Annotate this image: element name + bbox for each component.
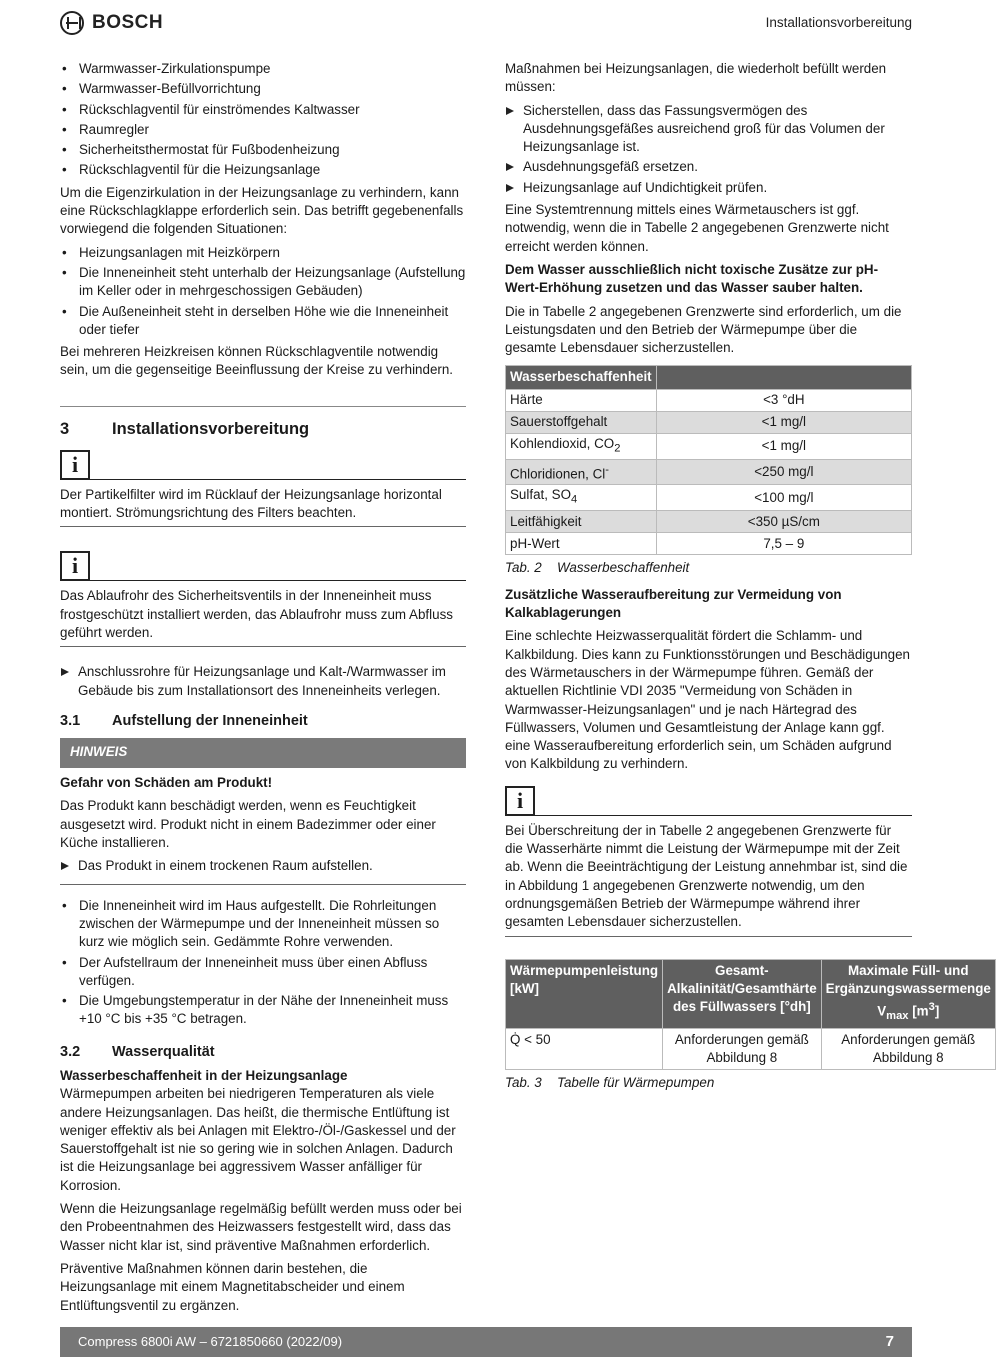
subheading: Wasserbeschaffenheit in der Heizungsanlage bbox=[60, 1067, 348, 1083]
bold-subheading: Zusätzliche Wasseraufbereitung zur Vermeidung von Kalkablagerungen bbox=[505, 586, 842, 621]
action-steps bbox=[505, 102, 912, 197]
footer-document-id: Compress 6800i AW – 6721850660 (2022/09) bbox=[78, 1333, 343, 1349]
action-step: Sicherstellen, dass das Fassungsvermögen des Ausdehnungsgefäßes ausreichend groß für das Volumen der Heizungsanlage ist. bbox=[505, 102, 912, 157]
paragraph: Die in Tabelle 2 angegebenen Grenzwerte sind erforderlich, um die Leistungsdaten und den Betrieb der Wärmepumpe über die gesamte Lebensdauer sicherzustellen. bbox=[505, 303, 902, 356]
subscript: max bbox=[886, 1010, 909, 1023]
info-box bbox=[60, 448, 466, 528]
list-item: • Die Inneneinheit steht unterhalb der Heizungsanlage (Aufstellung im Keller oder in mehrgeschossigen Gebäuden) bbox=[60, 264, 466, 301]
table-cell bbox=[506, 459, 657, 485]
list-item: • Warmwasser-Befüllvorrichtung bbox=[60, 80, 466, 98]
info-box bbox=[505, 784, 912, 937]
list-item: • Warmwasser-Zirkulationspumpe bbox=[60, 60, 466, 78]
notice-label: HINWEIS bbox=[60, 738, 466, 768]
table-row bbox=[506, 389, 912, 411]
heat-pump-table bbox=[505, 959, 996, 1071]
cell-text: Sulfat, SO bbox=[510, 487, 572, 503]
table-row bbox=[506, 1028, 996, 1070]
info-icon: i bbox=[505, 786, 535, 816]
list-item: • Heizungsanlagen mit Heizkörpern bbox=[60, 244, 466, 262]
table-row bbox=[506, 433, 912, 459]
left-column bbox=[60, 60, 466, 1320]
table-cell: <250 mg/l bbox=[656, 459, 911, 485]
page-number: 7 bbox=[885, 1332, 894, 1350]
cell-text: Chloridionen, Cl bbox=[510, 466, 606, 482]
table-caption bbox=[505, 559, 912, 577]
table-cell: <350 µS/cm bbox=[656, 511, 911, 533]
table-cell: <100 mg/l bbox=[656, 485, 911, 511]
table-header: Wasserbeschaffenheit bbox=[506, 366, 657, 389]
info-box bbox=[60, 549, 466, 647]
action-step: Anschlussrohre für Heizungsanlage und Kalt-/Warmwasser im Gebäude bis zum Installationsort des Inneneinheits verlegen. bbox=[60, 663, 466, 700]
table-header: Wärmepumpenleistung [kW] bbox=[506, 959, 663, 1028]
paragraph: Wenn die Heizungsanlage regelmäßig befüllt werden muss oder bei den Probeentnahmen des Heizwassers festgestellt wird, dass das Wasser nicht klar ist, sind präventive Maßnahmen erforderlich. bbox=[60, 1201, 462, 1253]
paragraph: Um die Eigenzirkulation in der Heizungsanlage zu verhindern, kann eine Rückschlagklappe erforderlich sein. Das betrifft gegebenenfalls vorwiegend die folgenden Situationen: bbox=[60, 184, 464, 237]
table-cell: Härte bbox=[506, 389, 657, 411]
caption-text: Wasserbeschaffenheit bbox=[557, 560, 690, 576]
info-text: Das Ablaufrohr des Sicherheitsventils in der Inneneinheit muss frostgeschützt installiert werden, das Ablaufrohr muss zum Abfluss geführt werden. bbox=[60, 588, 453, 640]
page-footer bbox=[60, 1327, 912, 1357]
table-row bbox=[506, 485, 912, 511]
info-icon: i bbox=[60, 551, 90, 581]
situation-list bbox=[60, 244, 466, 339]
bosch-logo bbox=[60, 10, 163, 36]
table-cell: pH-Wert bbox=[506, 533, 657, 555]
component-list bbox=[60, 60, 466, 180]
notice-box bbox=[60, 738, 466, 884]
list-item: • Die Umgebungstemperatur in der Nähe der Inneneinheit muss +10 °C bis +35 °C betragen. bbox=[60, 992, 466, 1029]
section-heading-3-1 bbox=[60, 712, 466, 730]
table-header bbox=[821, 959, 995, 1028]
table-row bbox=[506, 459, 912, 485]
subscript: 2 bbox=[614, 442, 621, 455]
header-text: [m bbox=[908, 1003, 929, 1019]
notice-steps bbox=[60, 857, 466, 875]
table-header bbox=[656, 366, 911, 389]
table-cell: Anforderungen gemäß Abbildung 8 bbox=[821, 1028, 995, 1070]
paragraph: Bei mehreren Heizkreisen können Rückschlagventile notwendig sein, um die gegenseitige Beeinflussung der Kreise zu verhindern. bbox=[60, 344, 454, 378]
section-title: Installationsvorbereitung bbox=[112, 420, 310, 439]
table-row bbox=[506, 511, 912, 533]
placement-list bbox=[60, 897, 466, 1029]
section-heading-3 bbox=[60, 406, 466, 444]
list-item: • Die Außeneinheit steht in derselben Höhe wie die Inneneinheit oder tiefer bbox=[60, 303, 466, 340]
table-cell: Anforderungen gemäß Abbildung 8 bbox=[663, 1028, 822, 1070]
caption-number: Tab. 2 bbox=[505, 560, 542, 576]
superscript: 3 bbox=[928, 1001, 935, 1014]
brand-name: BOSCH bbox=[92, 11, 164, 33]
bold-instruction: Dem Wasser ausschließlich nicht toxische Zusätze zur pH-Wert-Erhöhung zusetzen und das Wasser sauber halten. bbox=[505, 261, 879, 296]
paragraph: Eine schlechte Heizwasserqualität fördert die Schlamm- und Kalkbildung. Dies kann zu Funktionsstörungen und Beschädigungen des Wärmetauschers in der Wärmepumpe führen. Gemäß der aktuellen Richtlinie VDI 2035 "Vermeidung von Schäden in Warmwasser-Heizungsanlagen" und je nach Härtegrad des Füllwassers, Volumen und Gesamtleistung der Anlage kann ggf. eine Wasseraufbereitung erforderlich sein, um Schäden aufgrund von Kalkbildung zu verhindern. bbox=[505, 628, 910, 772]
table-cell: 7,5 – 9 bbox=[656, 533, 911, 555]
notice-heading: Gefahr von Schäden am Produkt! bbox=[60, 775, 273, 791]
table-cell bbox=[506, 433, 657, 459]
right-column bbox=[505, 60, 991, 1100]
table-cell: <1 mg/l bbox=[656, 433, 911, 459]
table-cell: Sauerstoffgehalt bbox=[506, 411, 657, 433]
section-number: 3.2 bbox=[60, 1043, 81, 1060]
action-step: Heizungsanlage auf Undichtigkeit prüfen. bbox=[505, 179, 912, 197]
header-section-title: Installationsvorbereitung bbox=[765, 15, 912, 30]
section-title: Wasserqualität bbox=[112, 1043, 215, 1060]
bosch-armature-icon bbox=[60, 11, 84, 35]
list-item: • Raumregler bbox=[60, 121, 466, 139]
list-item: • Die Inneneinheit wird im Haus aufgestellt. Die Rohrleitungen zwischen der Wärmepumpe und der Inneneinheit müssen so kurz wie möglich sein. Gedämmte Rohre verwenden. bbox=[60, 897, 466, 952]
divider bbox=[535, 815, 912, 816]
caption-number: Tab. 3 bbox=[505, 1075, 542, 1091]
header-text: ] bbox=[934, 1003, 940, 1019]
action-steps bbox=[60, 663, 466, 700]
table-caption bbox=[505, 1074, 912, 1092]
table-cell: Q̇ < 50 bbox=[506, 1028, 663, 1070]
list-item: • Rückschlagventil für die Heizungsanlage bbox=[60, 161, 466, 179]
info-text: Der Partikelfilter wird im Rücklauf der Heizungsanlage horizontal montiert. Strömungsrichtung des Filters beachten. bbox=[60, 486, 442, 521]
info-icon: i bbox=[60, 450, 90, 480]
table-cell: <1 mg/l bbox=[656, 411, 911, 433]
action-step: Ausdehnungsgefäß ersetzen. bbox=[505, 158, 912, 176]
divider bbox=[90, 479, 466, 480]
table-cell: <3 °dH bbox=[656, 389, 911, 411]
table-cell: Leitfähigkeit bbox=[506, 511, 657, 533]
info-text: Bei Überschreitung der in Tabelle 2 angegebenen Grenzwerte für die Wasserhärte nimmt die Leistung der Wärmepumpe mit der Zeit ab. Wenn die Beeinträchtigung der Leistung annehmbar ist, sind die in Abbildung 1 angegebenen Grenzwerte notwendig, um den ordnungsgemäßen Betrieb der Wärmepumpe während ihrer gesamten Lebensdauer sicherzustellen. bbox=[505, 822, 908, 930]
paragraph: Präventive Maßnahmen können darin bestehen, die Heizungsanlage mit einem Magnetitabscheider und einem Entlüftungsventil zu ergänzen. bbox=[60, 1260, 405, 1313]
section-heading-3-2 bbox=[60, 1043, 466, 1061]
table-row bbox=[506, 411, 912, 433]
paragraph: Wärmepumpen arbeiten bei niedrigeren Temperaturen als viele andere Heizungsanlagen. Das heißt, die thermische Entlüftung ist weniger effektiv als bei Anlagen mit Elektro-/Öl-/Gaskessel und der Sauerstoffgehalt ist nie so gering wie in solchen Anlagen. Dadurch ist die Heizungsanlage bei aggressivem Wasser anfälliger für Korrosion. bbox=[60, 1086, 456, 1193]
water-quality-table bbox=[505, 365, 912, 555]
list-item: • Sicherheitsthermostat für Fußbodenheizung bbox=[60, 141, 466, 159]
list-item: • Rückschlagventil für einströmendes Kaltwasser bbox=[60, 101, 466, 119]
table-row bbox=[506, 533, 912, 555]
section-title: Aufstellung der Inneneinheit bbox=[112, 712, 308, 729]
table-cell bbox=[506, 485, 657, 511]
header-text: Maximale Füll- und Ergänzungswassermenge V bbox=[825, 962, 991, 1019]
notice-text: Das Produkt kann beschädigt werden, wenn es Feuchtigkeit ausgesetzt wird. Produkt nicht in einem Badezimmer oder einer Küche installieren. bbox=[60, 798, 436, 851]
subscript: 4 bbox=[571, 494, 578, 507]
action-step: Das Produkt in einem trockenen Raum aufstellen. bbox=[60, 857, 466, 875]
section-number: 3.1 bbox=[60, 712, 81, 729]
section-number: 3 bbox=[60, 420, 70, 439]
caption-text: Tabelle für Wärmepumpen bbox=[557, 1075, 715, 1091]
cell-text: Kohlendioxid, CO bbox=[510, 435, 615, 451]
table-header: Gesamt-Alkalinität/Gesamthärte des Füllwassers [°dh] bbox=[663, 959, 822, 1028]
paragraph: Maßnahmen bei Heizungsanlagen, die wiederholt befüllt werden müssen: bbox=[505, 61, 887, 95]
divider bbox=[90, 580, 466, 581]
list-item: • Der Aufstellraum der Inneneinheit muss über einen Abfluss verfügen. bbox=[60, 954, 466, 991]
page-header bbox=[60, 10, 912, 36]
superscript: - bbox=[605, 463, 609, 476]
paragraph: Eine Systemtrennung mittels eines Wärmetauschers ist ggf. notwendig, wenn die in Tabelle 2 angegebenen Grenzwerte nicht erreicht werden können. bbox=[505, 202, 889, 254]
